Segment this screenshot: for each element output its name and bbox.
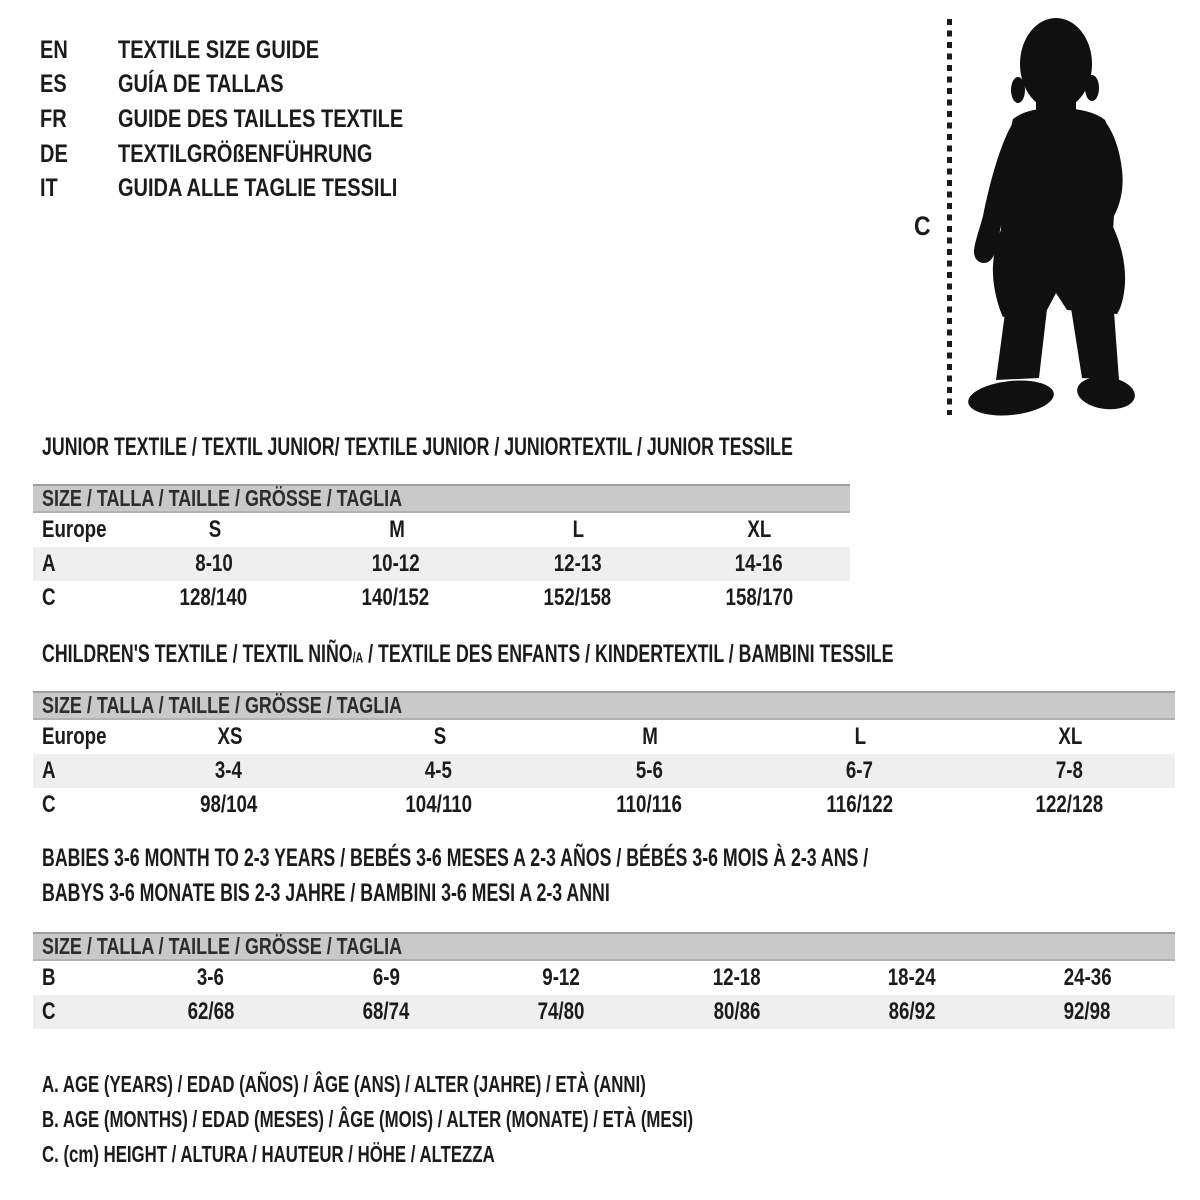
table-cell: 24-36 (1063, 964, 1112, 991)
table-cell: XS (217, 723, 243, 750)
table-body (33, 961, 1175, 1029)
table-cell: 104/110 (405, 791, 472, 818)
row-label: B (42, 964, 56, 991)
table-cell: 3-4 (214, 757, 242, 784)
row-label: A (42, 550, 56, 577)
table-cell: 110/116 (616, 791, 682, 818)
table-cell: XL (1057, 723, 1082, 750)
toddler-silhouette-icon (963, 16, 1141, 424)
babies-section-title-line2: BABYS 3-6 MONATE BIS 2-3 JAHRE / BAMBINI 3-6 MESI A 2-3 ANNI (42, 879, 610, 907)
table-cell: M (642, 723, 658, 750)
language-row-de (40, 137, 475, 172)
table-cell: 3-6 (197, 964, 225, 991)
table-cell: 14-16 (735, 550, 784, 577)
table-cell: 12-13 (553, 550, 602, 577)
language-title: GUIDE DES TAILLES TEXTILE (118, 104, 404, 133)
table-cell: 68/74 (362, 998, 410, 1025)
table-row (33, 513, 850, 547)
table-row (33, 788, 1175, 822)
table-cell: 7-8 (1056, 757, 1084, 784)
table-cell: L (854, 723, 866, 750)
junior-section-title: JUNIOR TEXTILE / TEXTIL JUNIOR/ TEXTILE JUNIOR / JUNIORTEXTIL / JUNIOR TESSILE (42, 433, 793, 461)
table-body (33, 720, 1175, 822)
size-table-header: SIZE / TALLA / TAILLE / GRÖSSE / TAGLIA (33, 932, 1175, 961)
table-cell: 18-24 (888, 964, 936, 991)
table-cell: 80/86 (713, 998, 761, 1025)
language-code: ES (40, 70, 67, 99)
table-cell: 158/170 (725, 584, 793, 611)
table-row (33, 961, 1175, 995)
table-row (33, 754, 1175, 788)
table-cell: 152/158 (543, 584, 612, 611)
row-label: C (42, 584, 56, 611)
language-title: GUÍA DE TALLAS (118, 70, 284, 99)
language-title: GUIDA ALLE TAGLIE TESSILI (118, 174, 398, 203)
table-cell: 8-10 (195, 550, 233, 577)
table-cell: 62/68 (187, 998, 235, 1025)
footnote-height-cm: C. (cm) HEIGHT / ALTURA / HAUTEUR / HÖHE / ALTEZZA (42, 1141, 495, 1167)
row-label: Europe (42, 723, 107, 750)
table-cell: 98/104 (199, 791, 257, 818)
table-cell: 5-6 (635, 757, 663, 784)
babies-size-table (33, 932, 1175, 1029)
table-cell: L (572, 516, 584, 543)
table-cell: 140/152 (361, 584, 430, 611)
table-cell: 4-5 (425, 757, 453, 784)
table-cell: 86/92 (888, 998, 936, 1025)
table-cell: 116/122 (826, 791, 893, 818)
table-cell: 122/128 (1035, 791, 1104, 818)
table-cell: M (388, 516, 405, 543)
children-size-table (33, 691, 1175, 822)
language-row-en (40, 33, 475, 68)
row-label: Europe (42, 516, 107, 543)
language-code: DE (40, 139, 68, 168)
table-cell: 12-18 (712, 964, 761, 991)
table-cell: S (209, 516, 222, 543)
babies-section-title-line1: BABIES 3-6 MONTH TO 2-3 YEARS / BEBÉS 3-6 MESES A 2-3 AÑOS / BÉBÉS 3-6 MOIS À 2-3 ANS / (42, 844, 869, 872)
language-code: EN (40, 35, 68, 64)
footnote-age-years: A. AGE (YEARS) / EDAD (AÑOS) / ÂGE (ANS) / ALTER (JAHRE) / ETÀ (ANNI) (42, 1071, 646, 1097)
title-small-suffix: /A (352, 649, 364, 667)
table-row (33, 995, 1175, 1029)
language-row-it (40, 171, 475, 206)
table-cell: 74/80 (537, 998, 585, 1025)
table-cell: 128/140 (180, 584, 248, 611)
table-cell: S (433, 723, 447, 750)
language-code: FR (40, 104, 67, 133)
row-label: C (42, 998, 56, 1025)
language-row-fr (40, 102, 475, 137)
table-row (33, 547, 850, 581)
table-cell: 9-12 (542, 964, 581, 991)
junior-size-table (33, 484, 850, 615)
row-label: C (42, 791, 56, 818)
row-label: A (42, 757, 56, 784)
table-cell: 6-7 (845, 757, 873, 784)
size-table-header: SIZE / TALLA / TAILLE / GRÖSSE / TAGLIA (33, 484, 850, 513)
language-row-es (40, 68, 475, 103)
height-measure-line (947, 19, 952, 415)
height-measure-label: C (914, 211, 931, 241)
table-cell: 6-9 (372, 964, 400, 991)
table-cell: XL (747, 516, 772, 543)
size-table-header: SIZE / TALLA / TAILLE / GRÖSSE / TAGLIA (33, 691, 1175, 720)
language-title: TEXTILE SIZE GUIDE (118, 35, 320, 64)
footnote-age-months: B. AGE (MONTHS) / EDAD (MESES) / ÂGE (MOIS) / ALTER (MONATE) / ETÀ (MESI) (42, 1106, 694, 1132)
language-title-list (40, 33, 475, 206)
table-row (33, 581, 850, 615)
table-cell: 10-12 (371, 550, 420, 577)
table-cell: 92/98 (1063, 998, 1111, 1025)
children-section-title: CHILDREN'S TEXTILE / TEXTIL NIÑO/A / TEXTILE DES ENFANTS / KINDERTEXTIL / BAMBINI TESSILE (42, 640, 894, 668)
table-body (33, 513, 850, 615)
table-row (33, 720, 1175, 754)
language-title: TEXTILGRÖßENFÜHRUNG (118, 139, 373, 168)
language-code: IT (40, 174, 58, 203)
